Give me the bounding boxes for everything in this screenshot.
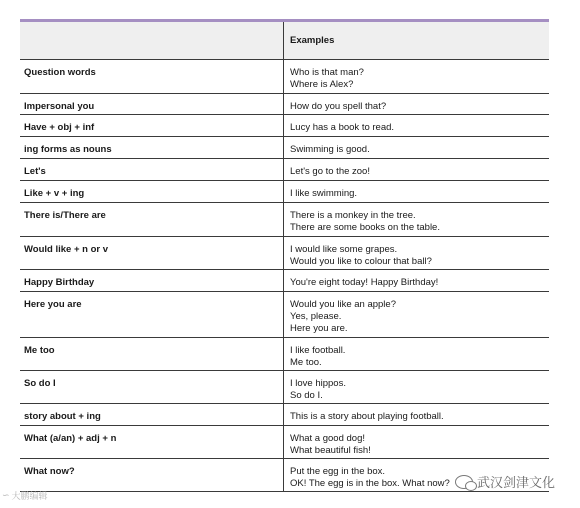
grammar-point: Have + obj + inf [20, 115, 284, 136]
grammar-point: Here you are [20, 292, 284, 337]
example-line: What beautiful fish! [290, 445, 371, 456]
grammar-point: So do I [20, 371, 284, 403]
examples [284, 338, 549, 370]
grammar-table [20, 19, 549, 492]
weibo-icon: ∽ [2, 490, 10, 500]
table-row [20, 338, 549, 371]
example-line: I like swimming. [290, 188, 358, 199]
examples [284, 181, 549, 202]
examples [284, 237, 549, 269]
examples [284, 404, 549, 425]
header-left-cell [20, 22, 284, 59]
example-line: So do I. [290, 390, 323, 401]
table-row [20, 159, 549, 181]
grammar-point: Let's [20, 159, 284, 180]
example-line: Me too. [290, 357, 322, 368]
example-line: Where is Alex? [290, 79, 354, 90]
examples [284, 292, 549, 337]
examples [284, 426, 549, 458]
table-row [20, 137, 549, 159]
examples [284, 94, 549, 114]
table-row [20, 426, 549, 459]
example-line: Lucy has a book to read. [290, 122, 395, 133]
example-line: Would you like to colour that ball? [290, 256, 432, 267]
watermark-right-text: 武汉剑津文化 [477, 475, 556, 490]
grammar-point: Would like + n or v [20, 237, 284, 269]
example-line: I love hippos. [290, 378, 346, 389]
example-line: Yes, please. [290, 311, 342, 322]
example-line: There is a monkey in the tree. [290, 210, 416, 221]
example-line: There are some books on the table. [290, 222, 440, 233]
grammar-point: Happy Birthday [20, 270, 284, 291]
examples [284, 203, 549, 236]
example-line: Would you like an apple? [290, 299, 396, 310]
example-line: Who is that man? [290, 67, 364, 78]
grammar-point: Impersonal you [20, 94, 284, 114]
grammar-point: What (a/an) + adj + n [20, 426, 284, 458]
grammar-point: ing forms as nouns [20, 137, 284, 158]
wechat-icon [455, 475, 473, 489]
table-row [20, 404, 549, 426]
table-row [20, 237, 549, 270]
grammar-point: Like + v + ing [20, 181, 284, 202]
grammar-point: There is/There are [20, 203, 284, 236]
table-row [20, 94, 549, 115]
table-row [20, 292, 549, 338]
watermark-left [2, 489, 48, 502]
example-line: This is a story about playing football. [290, 411, 444, 422]
example-line: I like football. [290, 345, 346, 356]
examples [284, 60, 549, 93]
grammar-point: Me too [20, 338, 284, 370]
examples [284, 270, 549, 291]
table-row [20, 181, 549, 203]
examples [284, 159, 549, 180]
grammar-point: Question words [20, 60, 284, 93]
example-line: Here you are. [290, 323, 348, 334]
grammar-point: What now? [20, 459, 284, 491]
example-line: Swimming is good. [290, 144, 370, 155]
example-line: I would like some grapes. [290, 244, 398, 255]
example-line: You're eight today! Happy Birthday! [290, 277, 439, 288]
table-row [20, 270, 549, 292]
examples [284, 371, 549, 403]
grammar-point: story about + ing [20, 404, 284, 425]
example-line: Put the egg in the box. [290, 466, 386, 477]
table-row [20, 371, 549, 404]
examples [284, 137, 549, 158]
header-examples-cell: Examples [290, 35, 335, 46]
table-header-row [20, 22, 549, 60]
table-row [20, 60, 549, 94]
examples [284, 115, 549, 136]
example-line: Let's go to the zoo! [290, 166, 370, 177]
table-row [20, 115, 549, 137]
example-line: How do you spell that? [290, 101, 387, 112]
table-row [20, 203, 549, 237]
watermark-left-text: 大鹏编辑 [11, 491, 48, 501]
watermark-right [455, 472, 555, 491]
example-line: OK! The egg is in the box. What now? [290, 478, 450, 489]
example-line: What a good dog! [290, 433, 365, 444]
